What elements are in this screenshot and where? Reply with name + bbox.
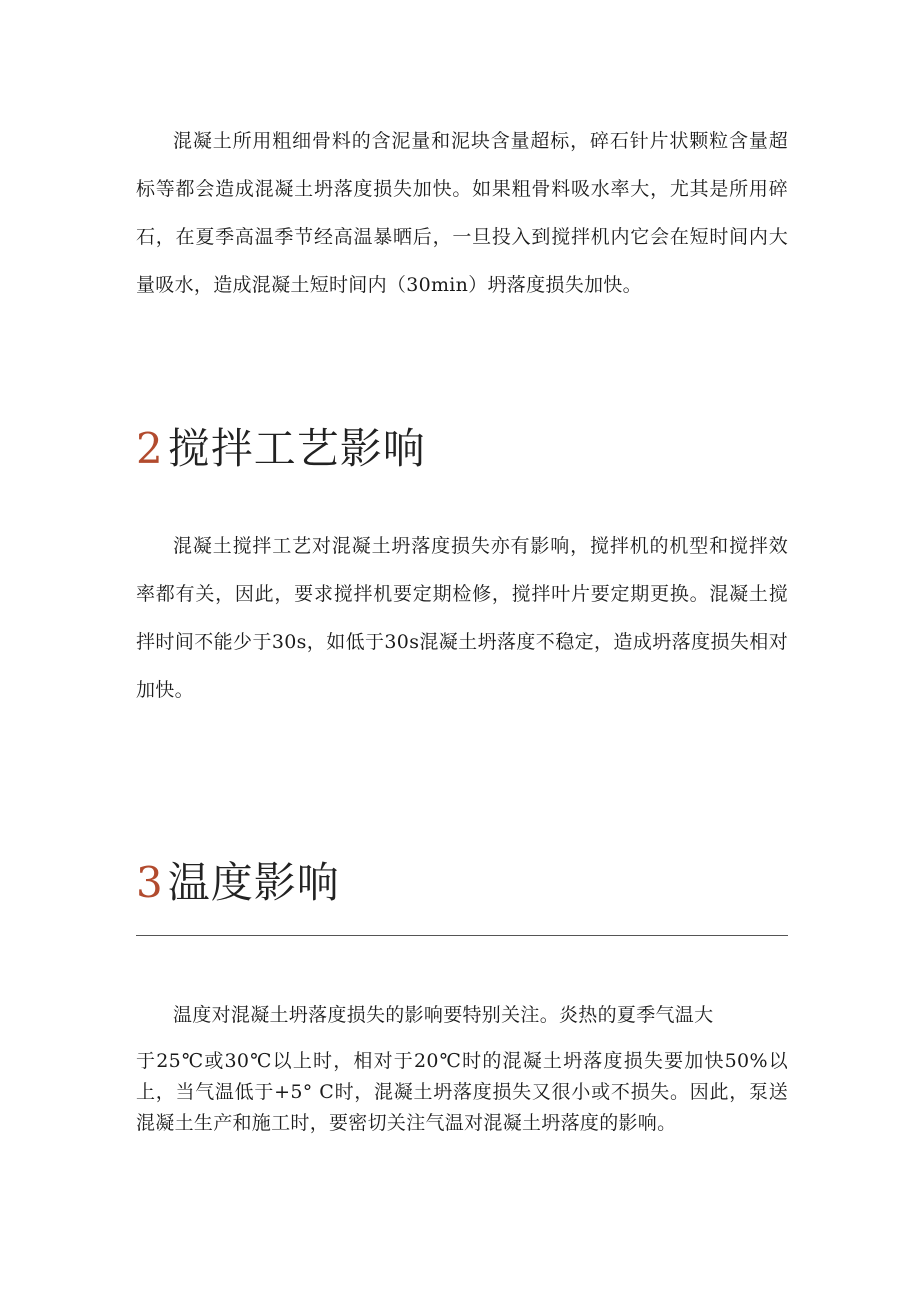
section-title: 搅拌工艺影响 [167,424,426,473]
section-heading-mixing-process [136,424,426,474]
paragraph-mixing-process: 混凝土搅拌工艺对混凝土坍落度损失亦有影响，搅拌机的机型和搅拌效率都有关，因此，要求搅拌机要定期检修，搅拌叶片要定期更换。混凝土搅拌时间不能少于30s，如低于30s混凝土坍落度不稳定，造成坍落度损失相对加快。 [136,535,788,701]
section-divider [136,935,788,936]
paragraph-temperature-first-line: 温度对混凝土坍落度损失的影响要特别关注。炎热的夏季气温大 [173,1004,714,1026]
paragraph-temperature-body: 于25℃或30℃以上时，相对于20℃时的混凝土坍落度损失要加快50%以上，当气温低于+5° C时，混凝土坍落度损失又很小或不损失。因此，泵送混凝土生产和施工时，要密切关注气温对混凝土坍落度的影响。 [136,1050,788,1134]
section-number: 2 [136,424,164,473]
section-heading-temperature [136,858,340,908]
section-number: 3 [136,858,164,907]
paragraph-aggregate-impact: 混凝土所用粗细骨料的含泥量和泥块含量超标，碎石针片状颗粒含量超标等都会造成混凝土坍落度损失加快。如果粗骨料吸水率大，尤其是所用碎石，在夏季高温季节经高温暴晒后，一旦投入到搅拌机内它会在短时间内大量吸水，造成混凝土短时间内（30min）坍落度损失加快。 [136,130,788,296]
section-title: 温度影响 [167,858,340,907]
